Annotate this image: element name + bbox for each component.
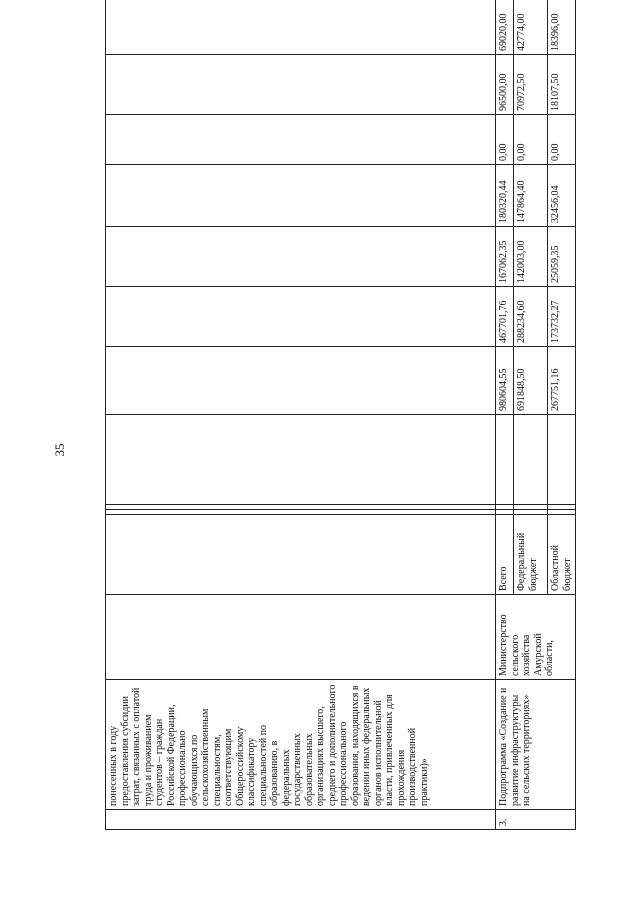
cell-empty [514, 505, 548, 510]
cell-empty [496, 415, 514, 505]
value-cell: 167062,35 [496, 227, 514, 287]
value-cell: 691848,50 [514, 347, 548, 415]
cell-empty [106, 55, 496, 115]
value-cell: 467701,76 [496, 287, 514, 347]
value-cell: 70972,50 [514, 55, 548, 115]
table-row-subprogram-total [496, 0, 514, 830]
cell-empty [548, 505, 576, 510]
cell-empty [496, 505, 514, 510]
table-row-previous [106, 0, 496, 830]
budget-table [105, 0, 576, 830]
source-label: Федеральный бюджет [514, 515, 548, 595]
value-cell: 0,00 [548, 115, 576, 165]
source-label: Всего [496, 515, 514, 595]
value-cell: 96500,00 [496, 55, 514, 115]
measure-description: понесенных в году предоставления субсидии затрат, связанных с оплатой труда и проживанием студентов – граждан Российской Федерации, профессионально обучающихся по сельскохозяйственным специальностям, соответствующим Общероссийскому классификатору специальностей по образованию, в федеральных государственных образовательных организациях высшего, среднего и дополнительного профессионального образования, находящихся в ведении иных федеральных органов исполнительной власти, привлеченных для прохождения производственной практики)» [106, 680, 496, 810]
cell-empty [496, 510, 514, 515]
value-cell: 0,00 [514, 115, 548, 165]
value-cell: 25059,35 [548, 227, 576, 287]
value-cell: 32456,04 [548, 165, 576, 227]
cell-empty [548, 415, 576, 505]
value-cell: 267751,16 [548, 347, 576, 415]
value-cell: 980604,55 [496, 347, 514, 415]
cell-empty [514, 510, 548, 515]
row-number: 3. [496, 810, 576, 830]
cell-empty [106, 165, 496, 227]
cell-empty [106, 505, 496, 510]
cell-empty [106, 510, 496, 515]
subprogram-name: Подпрограмма «Создание и развитие инфраструктуры на сельских территориях» [496, 680, 576, 810]
cell-empty [106, 227, 496, 287]
value-cell: 180320,44 [496, 165, 514, 227]
page-number: 35 [52, 443, 67, 457]
cell-empty [106, 0, 496, 55]
cell-empty [106, 595, 496, 680]
cell-empty [106, 347, 496, 415]
value-cell: 173732,27 [548, 287, 576, 347]
cell-empty [106, 287, 496, 347]
executor: Министерство сельского хозяйства Амурской области, [496, 595, 576, 680]
cell-empty [106, 415, 496, 505]
cell-empty [514, 415, 548, 505]
value-cell: 69020,00 [496, 0, 514, 55]
cell-empty [106, 810, 496, 830]
cell-empty [106, 115, 496, 165]
value-cell: 147864,40 [514, 165, 548, 227]
value-cell: 288234,60 [514, 287, 548, 347]
value-cell: 0,00 [496, 115, 514, 165]
value-cell: 18396,00 [548, 0, 576, 55]
cell-empty [548, 510, 576, 515]
value-cell: 18107,50 [548, 55, 576, 115]
cell-empty [106, 515, 496, 595]
value-cell: 142003,00 [514, 227, 548, 287]
source-label: Областной бюджет [548, 515, 576, 595]
value-cell: 42774,00 [514, 0, 548, 55]
